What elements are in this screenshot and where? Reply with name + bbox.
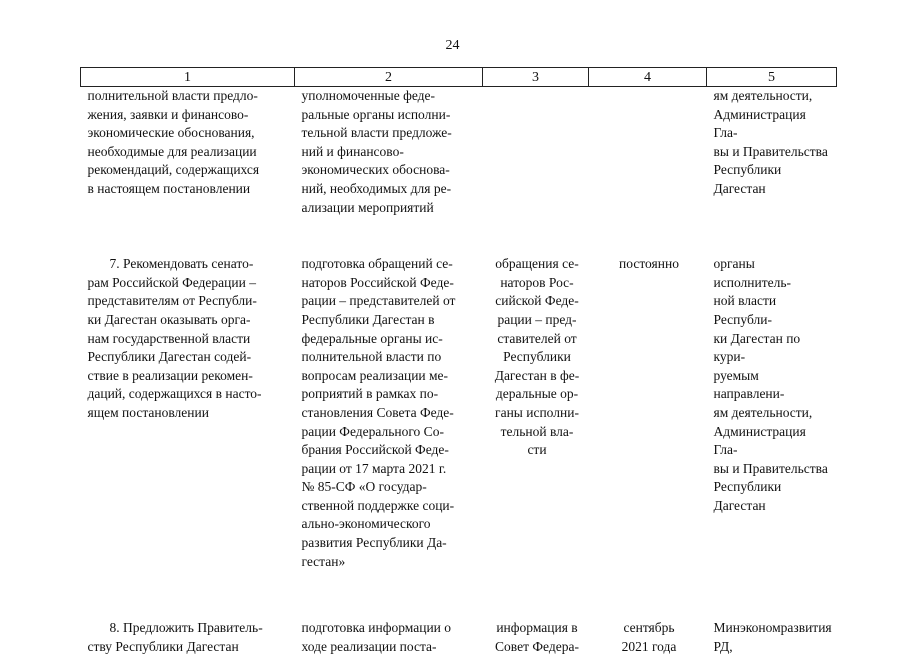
measure-cell [81, 87, 295, 218]
responsible-cell [707, 217, 837, 571]
column-number-row [81, 68, 837, 87]
column-header-1: 1 [81, 68, 295, 87]
measure-text: полнительной власти предло- жения, заявки и финансово- экономические обоснования, необходимые для реализации рекомендаций, содержащихся в настоящем постановлении [87, 88, 260, 196]
result-text: обращения се- наторов Рос- сийской Феде- рации – пред- ставителей от Республики Дагестан в фе- деральные ор- ганы исполни- тельной вла- сти [494, 256, 580, 458]
result-cell [483, 571, 589, 656]
result-cell [483, 217, 589, 571]
mechanism-text: подготовка обращений се- наторов Российской Феде- рации – представителей от Республики Дагестан в федеральные органы ис- полнительной власти по вопросам реализации ме- роприятий в рамках по- становления Совета Феде- рации Федерального Со- брания Российской Феде- рации от 17 марта 2021 г. № 85-СФ «О государ- ственной поддержке соци- ально-экономического развития Республики Да- гестан» [301, 256, 456, 569]
table-row [81, 87, 837, 218]
table-header [81, 68, 837, 87]
responsible-text: ям деятельности, Администрация Гла- вы и Правительства Республики Дагестан [713, 88, 828, 196]
responsible-text: Минэкономразвития РД, [713, 620, 832, 654]
deadline-text: сентябрь 2021 года [621, 620, 677, 654]
deadline-text: постоянно [619, 256, 679, 272]
responsible-cell [707, 87, 837, 218]
mechanism-text: подготовка информации о ходе реализации поста- [301, 620, 452, 654]
result-text: информация в Совет Федера- [495, 620, 579, 654]
deadline-cell [589, 217, 707, 571]
deadline-cell [589, 87, 707, 218]
column-header-5: 5 [707, 68, 837, 87]
mechanism-cell [295, 87, 483, 218]
measure-cell [81, 571, 295, 656]
mechanism-text: уполномоченные феде- ральные органы исполни- тельной власти предложе- ний и финансово- экономических обоснова- ний, необходимых для ре- ализации мероприятий [301, 88, 452, 215]
responsible-cell [707, 571, 837, 656]
mechanism-cell [295, 571, 483, 656]
measure-text: 7. Рекомендовать сенато- рам Российской Федерации – представителям от Республи- ки Дагестан оказывать орга- нам государственной власти Республики Дагестан содей- ствие в реализации рекомен- даций, содержащихся в насто- ящем постановлении [87, 256, 262, 420]
deadline-cell [589, 571, 707, 656]
table-row [81, 571, 837, 656]
mechanism-cell [295, 217, 483, 571]
table-row [81, 217, 837, 571]
measure-text: 8. Предложить Правитель- ству Республики Дагестан [87, 620, 263, 654]
measure-cell [81, 217, 295, 571]
plan-table [80, 67, 837, 656]
column-header-3: 3 [483, 68, 589, 87]
result-cell [483, 87, 589, 218]
page-number: 24 [445, 38, 460, 53]
responsible-text: органы исполнитель- ной власти Республи- ки Дагестан по кури- руемым направлени- ям деятельности, Администрация Гла- вы и Правительства Республики Дагестан [713, 256, 828, 513]
column-header-4: 4 [589, 68, 707, 87]
column-header-2: 2 [295, 68, 483, 87]
